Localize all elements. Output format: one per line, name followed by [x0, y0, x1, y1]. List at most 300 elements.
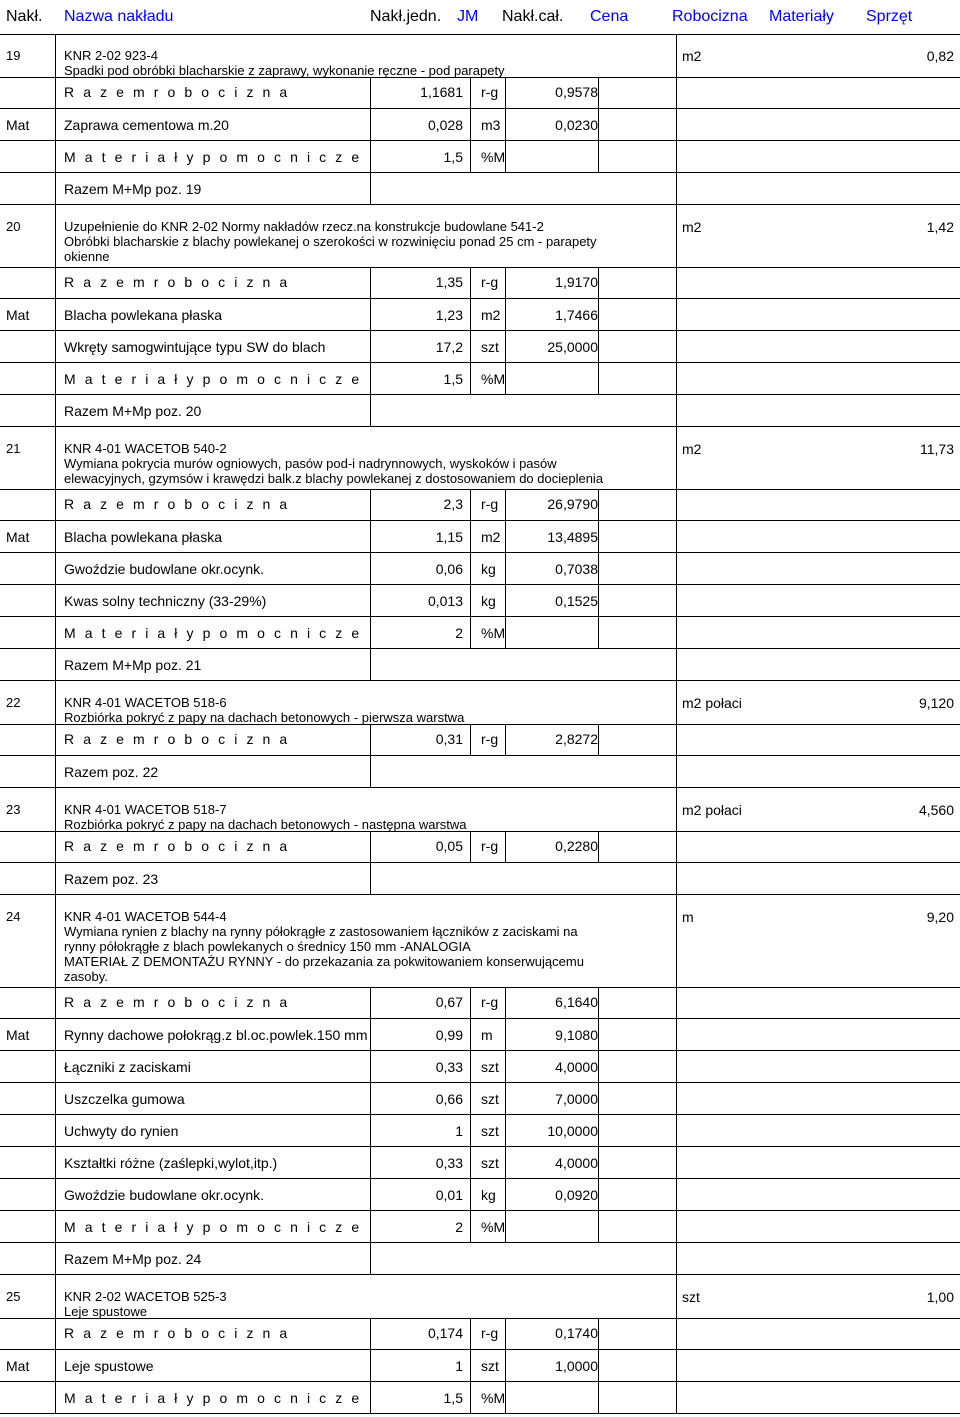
grid-line [598, 521, 599, 552]
description-line: Wymiana rynien z blachy na rynny półokrągłe z zastosowaniem łączników z zaciskami na [64, 924, 578, 939]
grid-line [598, 1179, 599, 1210]
grid-line [470, 78, 471, 108]
position-description [64, 1289, 674, 1319]
grid-line [55, 331, 56, 362]
norm-value: 0,66 [435, 1091, 463, 1107]
grid-line [55, 1083, 56, 1114]
total-value: 4,0000 [555, 1059, 598, 1075]
grid-line [370, 756, 371, 787]
grid-line [505, 1211, 506, 1242]
grid-line [598, 725, 599, 755]
material-tag: Mat [6, 307, 30, 323]
grid-line [55, 205, 56, 267]
grid-line [676, 490, 677, 520]
grid-line [55, 268, 56, 298]
material-row [0, 1051, 960, 1083]
norm-value: 1,15 [435, 529, 463, 545]
position-code: KNR 4-01 WACETOB 540-2 [64, 441, 227, 456]
grid-line [598, 988, 599, 1018]
grid-line [676, 1275, 677, 1318]
norm-value: 1,1681 [420, 84, 463, 100]
position-description [64, 441, 674, 486]
material-row [0, 1083, 960, 1115]
labour-total-label: R a z e m r o b o c i z n a [64, 731, 290, 747]
grid-line [676, 1147, 677, 1178]
material-name: Blacha powlekana płaska [64, 529, 222, 545]
grid-line [370, 1211, 371, 1242]
material-name: Uchwyty do rynien [64, 1123, 179, 1139]
grid-line [598, 1319, 599, 1349]
grid-line [470, 1083, 471, 1114]
grid-line [598, 1211, 599, 1242]
norm-value: 1 [455, 1358, 463, 1374]
grid-line [598, 78, 599, 108]
grid-line [55, 1382, 56, 1413]
grid-line [55, 395, 56, 426]
labour-total-label: R a z e m r o b o c i z n a [64, 84, 290, 100]
material-name: Łączniki z zaciskami [64, 1059, 191, 1075]
auxiliary-materials-label: M a t e r i a ł y p o m o c n i c z e [64, 1219, 362, 1235]
grid-line [505, 1051, 506, 1082]
position-header [0, 788, 960, 832]
unit-value: szt [481, 1059, 499, 1075]
material-tag: Mat [6, 1027, 30, 1043]
description-line: Wymiana pokrycia murów ogniowych, pasów pod-i nadrynnowych, wyskoków i pasów [64, 456, 557, 471]
unit-value: r-g [481, 84, 499, 100]
grid-line [676, 1051, 677, 1082]
grid-line [598, 832, 599, 862]
grid-line [676, 395, 677, 426]
grid-line [676, 268, 677, 298]
grid-line [55, 788, 56, 831]
labour-row [0, 988, 960, 1019]
material-name: Gwoździe budowlane okr.ocynk. [64, 561, 264, 577]
unit-value: szt [481, 339, 499, 355]
grid-line [676, 649, 677, 680]
grid-line [470, 268, 471, 298]
quantity: 11,73 [920, 441, 954, 457]
material-name: Leje spustowe [64, 1358, 154, 1374]
grid-line [470, 832, 471, 862]
unit-of-measure: m [682, 909, 694, 925]
col-nakl-cal: Nakł.cał. [502, 8, 564, 25]
norm-value: 0,06 [435, 561, 463, 577]
total-value: 4,0000 [555, 1155, 598, 1171]
grid-line [676, 141, 677, 172]
grid-line [505, 725, 506, 755]
auxiliary-materials-label: M a t e r i a ł y p o m o c n i c z e [64, 625, 362, 641]
position-description [64, 695, 674, 725]
total-value: 25,0000 [547, 339, 598, 355]
grid-line [470, 490, 471, 520]
unit-of-measure: m2 połaci [682, 802, 742, 818]
unit-value: r-g [481, 731, 499, 747]
position-code: KNR 2-02 WACETOB 525-3 [64, 1289, 227, 1304]
grid-line [505, 832, 506, 862]
position-number: 23 [6, 802, 21, 817]
cost-table [0, 34, 960, 1414]
grid-line [370, 521, 371, 552]
grid-line [370, 988, 371, 1018]
quantity: 1,42 [926, 219, 954, 235]
grid-line [470, 617, 471, 648]
grid-line [470, 331, 471, 362]
grid-line [505, 268, 506, 298]
grid-line [598, 1083, 599, 1114]
grid-line [505, 363, 506, 394]
grid-line [676, 1115, 677, 1146]
position-summary-row [0, 756, 960, 788]
position-summary: Razem M+Mp poz. 21 [64, 657, 202, 673]
grid-line [55, 299, 56, 330]
position-number: 21 [6, 441, 21, 456]
norm-value: 0,028 [427, 117, 463, 133]
grid-line [470, 725, 471, 755]
grid-line [598, 617, 599, 648]
total-value: 1,7466 [555, 307, 598, 323]
grid-line [370, 363, 371, 394]
material-name: Wkręty samogwintujące typu SW do blach [64, 339, 326, 355]
total-value: 0,9578 [555, 84, 598, 100]
grid-line [470, 1019, 471, 1050]
auxiliary-materials-label: M a t e r i a ł y p o m o c n i c z e [64, 371, 362, 387]
unit-value: r-g [481, 274, 499, 290]
grid-line [470, 585, 471, 616]
quantity: 9,120 [918, 695, 954, 711]
col-jm: JM [457, 8, 479, 25]
grid-line [370, 1051, 371, 1082]
labour-row [0, 832, 960, 863]
position-summary: Razem M+Mp poz. 24 [64, 1251, 202, 1267]
unit-value: m2 [481, 307, 501, 323]
labour-row [0, 268, 960, 299]
labour-row [0, 78, 960, 109]
grid-line [598, 109, 599, 140]
material-row [0, 1179, 960, 1211]
auxiliary-materials-row [0, 1211, 960, 1243]
total-value: 0,1740 [555, 1325, 598, 1341]
position-summary-row [0, 863, 960, 895]
norm-value: 0,174 [427, 1325, 463, 1341]
grid-line [676, 427, 677, 489]
grid-line [55, 1051, 56, 1082]
grid-line [55, 585, 56, 616]
material-name: Rynny dachowe połokrąg.z bl.oc.powlek.150 mm [64, 1027, 368, 1043]
grid-line [55, 141, 56, 172]
grid-line [370, 1115, 371, 1146]
grid-line [55, 1019, 56, 1050]
col-cena: Cena [590, 8, 629, 25]
norm-value: 17,2 [435, 339, 463, 355]
norm-value: 0,67 [435, 994, 463, 1010]
grid-line [676, 585, 677, 616]
grid-line [505, 490, 506, 520]
position-description [64, 909, 674, 984]
col-nakl: Nakł. [6, 8, 43, 25]
grid-line [676, 1350, 677, 1381]
position-header [0, 34, 960, 78]
grid-line [676, 788, 677, 831]
grid-line [505, 1115, 506, 1146]
grid-line [676, 299, 677, 330]
position-summary-row [0, 1243, 960, 1275]
quantity: 9,20 [926, 909, 954, 925]
description-line: Rozbiórka pokryć z papy na dachach betonowych - następna warstwa [64, 817, 467, 832]
grid-line [505, 331, 506, 362]
total-value: 9,1080 [555, 1027, 598, 1043]
grid-line [370, 109, 371, 140]
material-name: Kwas solny techniczny (33-29%) [64, 593, 267, 609]
grid-line [370, 553, 371, 584]
col-robocizna: Robocizna [672, 8, 748, 25]
grid-line [505, 1382, 506, 1413]
labour-total-label: R a z e m r o b o c i z n a [64, 496, 290, 512]
grid-line [370, 1350, 371, 1381]
position-header [0, 427, 960, 490]
col-nakl-jedn: Nakł.jedn. [370, 8, 442, 25]
grid-line [676, 988, 677, 1018]
grid-line [505, 988, 506, 1018]
grid-line [676, 78, 677, 108]
unit-value: kg [481, 593, 496, 609]
norm-value: 0,01 [435, 1187, 463, 1203]
grid-line [470, 1115, 471, 1146]
position-description [64, 48, 674, 78]
grid-line [370, 1083, 371, 1114]
grid-line [55, 521, 56, 552]
grid-line [370, 331, 371, 362]
material-row [0, 1019, 960, 1051]
position-summary-row [0, 649, 960, 681]
grid-line [55, 427, 56, 489]
material-tag: Mat [6, 117, 30, 133]
grid-line [55, 363, 56, 394]
grid-line [370, 395, 371, 426]
position-summary: Razem poz. 22 [64, 764, 159, 780]
grid-line [470, 1051, 471, 1082]
description-line: Leje spustowe [64, 1304, 148, 1319]
grid-line [598, 1051, 599, 1082]
grid-line [55, 725, 56, 755]
grid-line [370, 1179, 371, 1210]
col-materialy: Materiały [769, 8, 834, 25]
grid-line [598, 363, 599, 394]
description-line: zasoby. [64, 969, 108, 984]
norm-value: 1,23 [435, 307, 463, 323]
grid-line [598, 299, 599, 330]
grid-line [505, 617, 506, 648]
position-summary: Razem M+Mp poz. 19 [64, 181, 202, 197]
total-value: 1,0000 [555, 1358, 598, 1374]
grid-line [55, 681, 56, 724]
grid-line [598, 553, 599, 584]
grid-line [676, 34, 677, 77]
unit-value: r-g [481, 838, 499, 854]
unit-of-measure: m2 [682, 219, 702, 235]
grid-line [370, 585, 371, 616]
grid-line [370, 725, 371, 755]
unit-value: %M [481, 1390, 506, 1406]
grid-line [370, 617, 371, 648]
grid-line [55, 649, 56, 680]
total-value: 26,9790 [547, 496, 598, 512]
material-name: Zaprawa cementowa m.20 [64, 117, 229, 133]
unit-value: %M [481, 149, 506, 165]
total-value: 7,0000 [555, 1091, 598, 1107]
norm-value: 1,35 [435, 274, 463, 290]
grid-line [676, 681, 677, 724]
material-row [0, 1115, 960, 1147]
grid-line [55, 1275, 56, 1318]
position-description [64, 219, 674, 264]
unit-value: r-g [481, 1325, 499, 1341]
norm-value: 1,5 [443, 371, 463, 387]
material-name: Uszczelka gumowa [64, 1091, 185, 1107]
grid-line [676, 331, 677, 362]
position-code: KNR 4-01 WACETOB 518-7 [64, 802, 227, 817]
grid-line [370, 1319, 371, 1349]
description-line: Obróbki blacharskie z blachy powlekanej o szerokości w rozwinięciu ponad 25 cm - parapety [64, 234, 597, 249]
grid-line [676, 617, 677, 648]
position-header [0, 1275, 960, 1319]
unit-value: kg [481, 1187, 496, 1203]
grid-line [55, 832, 56, 862]
grid-line [55, 617, 56, 648]
description-line: MATERIAŁ Z DEMONTAŻU RYNNY - do przekazania za pokwitowaniem konserwującemu [64, 954, 584, 969]
norm-value: 1,5 [443, 1390, 463, 1406]
position-number: 19 [6, 48, 21, 63]
grid-line [370, 649, 371, 680]
description-line: Spadki pod obróbki blacharskie z zaprawy, wykonanie ręczne - pod parapety [64, 63, 505, 78]
grid-line [505, 299, 506, 330]
grid-line [676, 895, 677, 987]
unit-value: m [481, 1027, 493, 1043]
grid-line [470, 141, 471, 172]
grid-line [676, 521, 677, 552]
position-header [0, 205, 960, 268]
grid-line [505, 1179, 506, 1210]
material-tag: Mat [6, 529, 30, 545]
grid-line [470, 1147, 471, 1178]
position-code: KNR 4-01 WACETOB 518-6 [64, 695, 227, 710]
quantity: 1,00 [926, 1289, 954, 1305]
norm-value: 0,31 [435, 731, 463, 747]
position-summary: Razem M+Mp poz. 20 [64, 403, 202, 419]
auxiliary-materials-label: M a t e r i a ł y p o m o c n i c z e [64, 149, 362, 165]
position-summary: Razem poz. 23 [64, 871, 159, 887]
norm-value: 1,5 [443, 149, 463, 165]
grid-line [676, 1319, 677, 1349]
grid-line [598, 141, 599, 172]
grid-line [470, 1382, 471, 1413]
auxiliary-materials-row [0, 617, 960, 649]
grid-line [55, 1147, 56, 1178]
labour-row [0, 490, 960, 521]
grid-line [676, 1083, 677, 1114]
position-summary-row [0, 173, 960, 205]
grid-line [470, 363, 471, 394]
grid-line [470, 521, 471, 552]
material-row [0, 585, 960, 617]
norm-value: 2 [455, 625, 463, 641]
grid-line [370, 173, 371, 204]
grid-line [676, 109, 677, 140]
unit-value: szt [481, 1155, 499, 1171]
grid-line [470, 1350, 471, 1381]
unit-value: %M [481, 1219, 506, 1235]
grid-line [370, 1243, 371, 1274]
norm-value: 1 [455, 1123, 463, 1139]
grid-line [505, 78, 506, 108]
col-nazwa: Nazwa nakładu [64, 8, 174, 25]
grid-line [370, 490, 371, 520]
grid-line [676, 363, 677, 394]
grid-line [470, 1211, 471, 1242]
position-header [0, 681, 960, 725]
grid-line [598, 585, 599, 616]
material-name: Kształtki różne (zaślepki,wylot,itp.) [64, 1155, 278, 1171]
total-value: 6,1640 [555, 994, 598, 1010]
grid-line [370, 832, 371, 862]
grid-line [55, 1319, 56, 1349]
grid-line [505, 141, 506, 172]
grid-line [55, 1243, 56, 1274]
grid-line [598, 490, 599, 520]
grid-line [370, 1019, 371, 1050]
description-line: rynny półokrągłe z blach powlekanych o średnicy 150 mm -ANALOGIA [64, 939, 471, 954]
grid-line [598, 268, 599, 298]
grid-line [55, 553, 56, 584]
grid-line [370, 1147, 371, 1178]
total-value: 0,1525 [555, 593, 598, 609]
grid-line [505, 1019, 506, 1050]
grid-line [55, 34, 56, 77]
norm-value: 2 [455, 1219, 463, 1235]
unit-value: %M [481, 371, 506, 387]
position-code: KNR 2-02 923-4 [64, 48, 158, 63]
total-value: 10,0000 [547, 1123, 598, 1139]
auxiliary-materials-row [0, 363, 960, 395]
unit-value: r-g [481, 496, 499, 512]
total-value: 2,8272 [555, 731, 598, 747]
position-number: 25 [6, 1289, 21, 1304]
material-name: Blacha powlekana płaska [64, 307, 222, 323]
table-header [0, 0, 960, 35]
labour-total-label: R a z e m r o b o c i z n a [64, 274, 290, 290]
grid-line [370, 863, 371, 894]
material-tag: Mat [6, 1358, 30, 1374]
position-header [0, 895, 960, 988]
grid-line [676, 1019, 677, 1050]
total-value: 0,7038 [555, 561, 598, 577]
grid-line [55, 1350, 56, 1381]
material-row [0, 299, 960, 331]
unit-value: r-g [481, 994, 499, 1010]
grid-line [676, 173, 677, 204]
grid-line [676, 1179, 677, 1210]
position-number: 24 [6, 909, 21, 924]
grid-line [505, 1350, 506, 1381]
grid-line [55, 78, 56, 108]
col-sprzet: Sprzęt [866, 8, 913, 25]
grid-line [55, 895, 56, 987]
grid-line [598, 1019, 599, 1050]
unit-value: szt [481, 1123, 499, 1139]
position-number: 20 [6, 219, 21, 234]
unit-of-measure: m2 połaci [682, 695, 742, 711]
unit-of-measure: m2 [682, 48, 702, 64]
grid-line [676, 1243, 677, 1274]
